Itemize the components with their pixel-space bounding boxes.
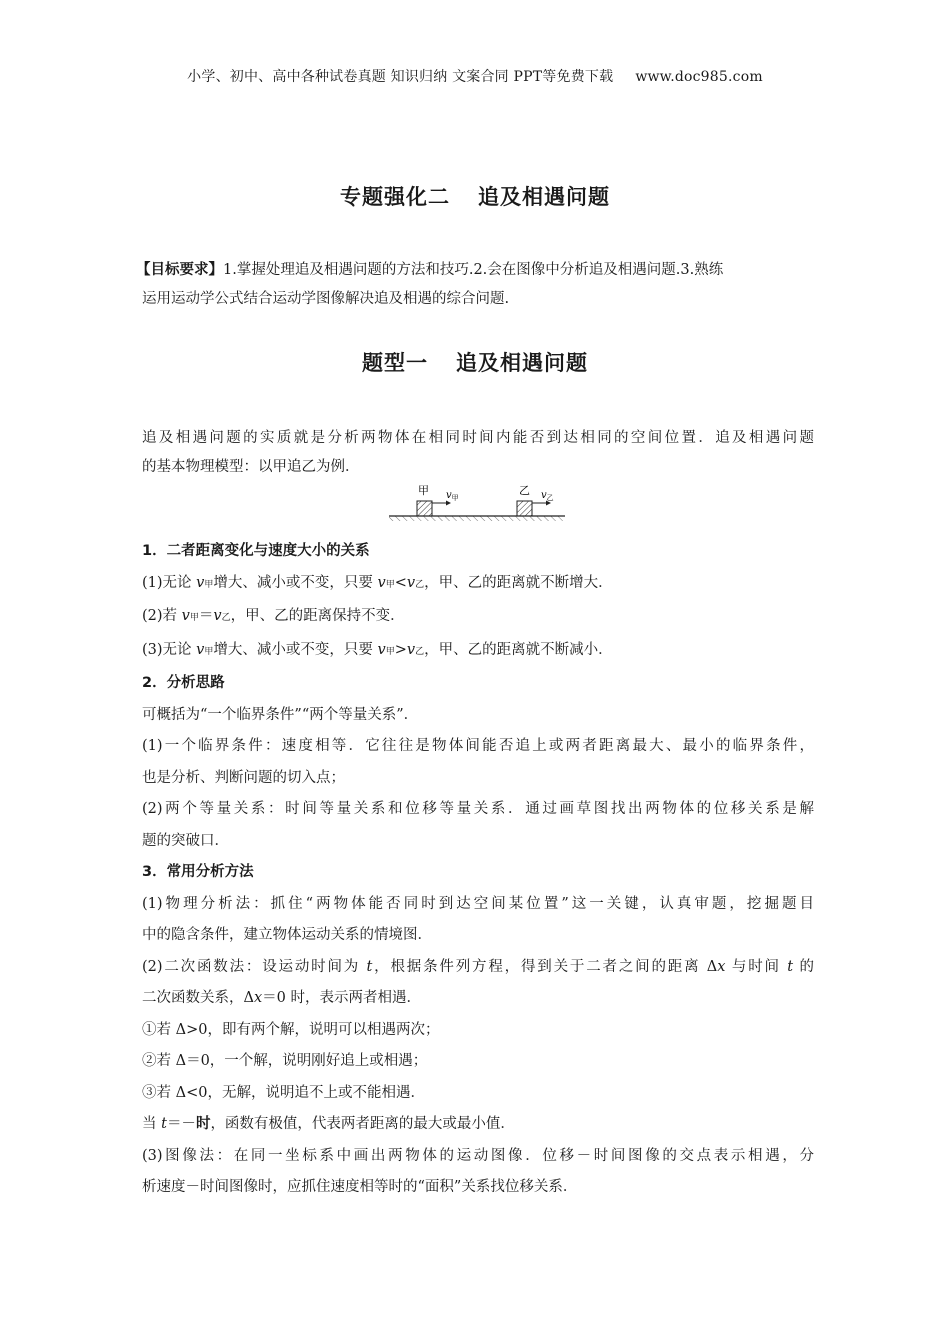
- sec2-heading: 2．分析思路: [142, 675, 225, 691]
- sec3-method-2a: (2)二次函数法：设运动时间为 t，根据条件列方程，得到关于二者之间的距离 Δx 与时间 t 的: [142, 958, 814, 975]
- sec2-item-2a: (2)两个等量关系：时间等量关系和位移等量关系．通过画草图找出两物体的位移关系是解: [142, 801, 814, 817]
- sec1-heading: 1．二者距离变化与速度大小的关系: [142, 543, 370, 559]
- goal-label: 【目标要求】: [136, 262, 223, 278]
- sec2-item-2b: 题的突破口．: [142, 832, 229, 849]
- label-jia: 甲: [418, 484, 429, 497]
- sec3-case-2: ②若 Δ＝0，一个解，说明刚好追上或相遇；: [142, 1053, 428, 1069]
- v-jia: $v_甲$: [446, 490, 459, 502]
- sec3-heading: 3．常用分析方法: [142, 864, 254, 880]
- learning-goals: [136, 256, 814, 314]
- body-content: [142, 536, 814, 1204]
- sec2-item-1a: (1)一个临界条件：速度相等．它往往是物体间能否追上或两者距离最大、最小的临界条件，: [142, 738, 814, 754]
- section-sub: 追及相遇问题: [456, 351, 588, 375]
- sec3-method-1a: (1)物理分析法：抓住“两物体能否同时到达空间某位置”这一关键，认真审题，挖掘题目: [142, 895, 814, 912]
- header-tagline: 小学、初中、高中各种试卷真题 知识归纳 文案合同 PPT等免费下载: [187, 69, 614, 85]
- sec2-summary: 可概括为“一个临界条件”“两个等量关系”．: [142, 706, 419, 723]
- header-url[interactable]: www.doc985.com: [635, 69, 763, 85]
- sec3-case-1: ①若 Δ>0，即有两个解，说明可以相遇两次；: [142, 1021, 440, 1038]
- sec1-item-2: (2)若 v甲＝v乙，甲、乙的距离保持不变．: [142, 608, 405, 624]
- title-sub: 追及相遇问题: [478, 185, 610, 209]
- goal-line-1: 1.掌握处理追及相遇问题的方法和技巧.2.会在图像中分析追及相遇问题.3.熟练: [223, 262, 724, 278]
- block-yi: [517, 501, 532, 516]
- sec2-item-1b: 也是分析、判断问题的切入点；: [142, 769, 345, 786]
- sec3-case-3: ③若 Δ<0，无解，说明追不上或不能相遇．: [142, 1084, 425, 1101]
- section-main: 题型一: [362, 351, 428, 375]
- sec3-method-3a: (3)图像法：在同一坐标系中画出两物体的运动图像．位移－时间图像的交点表示相遇，分: [142, 1147, 814, 1164]
- sec1-item-3: (3)无论 v甲增大、减小或不变，只要 v甲>v乙，甲、乙的距离就不断减小．: [142, 641, 613, 658]
- document-title: [0, 181, 950, 211]
- intro-line-1: 追及相遇问题的实质就是分析两物体在相同时间内能否到达相同的空间位置．追及相遇问题: [142, 430, 814, 446]
- v-yi: $v_乙$: [541, 490, 554, 502]
- label-yi: 乙: [519, 484, 530, 497]
- chase-model-figure: [389, 482, 565, 524]
- ground-hatch: [389, 516, 565, 521]
- sec3-method-3b: 析速度－时间图像时，应抓住速度相等时的“面积”关系找位移关系．: [142, 1179, 578, 1195]
- arrow-jia-head: [446, 501, 451, 506]
- goal-line-2: 运用运动学公式结合运动学图像解决追及相遇的综合问题.: [142, 291, 510, 307]
- sec1-item-1: (1)无论 v甲增大、减小或不变，只要 v甲<v乙，甲、乙的距离就不断增大．: [142, 574, 613, 591]
- page-header: [0, 66, 950, 86]
- block-jia: [417, 501, 432, 516]
- sec3-method-1b: 中的隐含条件，建立物体运动关系的情境图．: [142, 927, 432, 943]
- sec3-method-2b: 二次函数关系，Δx＝0 时，表示两者相遇．: [142, 990, 422, 1006]
- intro-line-2: 的基本物理模型：以甲追乙为例．: [142, 459, 360, 475]
- sec3-extremum: 当 t＝－时，函数有极值，代表两者距离的最大或最小值．: [142, 1116, 515, 1132]
- title-main: 专题强化二: [340, 185, 450, 209]
- intro-paragraph: [142, 424, 814, 482]
- section-title: [0, 347, 950, 377]
